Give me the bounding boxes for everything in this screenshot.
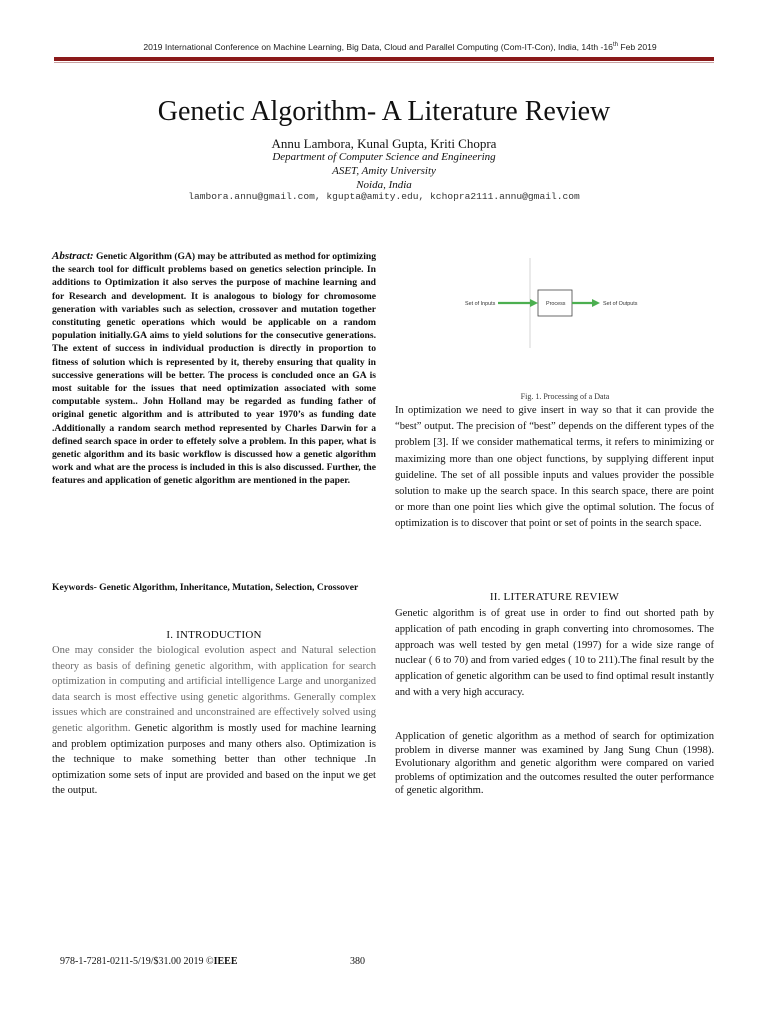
- affiliation-department: Department of Computer Science and Engineering: [272, 151, 496, 163]
- keywords: Keywords- Genetic Algorithm, Inheritance, Mutation, Selection, Crossover: [52, 582, 359, 593]
- output-arrow-head: [592, 299, 600, 307]
- abstract-label: Abstract:: [52, 250, 94, 262]
- ieee-mark: IEEE: [213, 956, 238, 967]
- abstract: [52, 250, 376, 488]
- author-emails: lambora.annu@gmail.com, kgupta@amity.edu, kchopra2111.annu@gmail.com: [188, 191, 580, 202]
- process-label: Process: [546, 301, 566, 307]
- header-rule-thin: [54, 62, 714, 63]
- affiliation-location: Noida, India: [356, 179, 412, 191]
- figure-caption: Fig. 1. Processing of a Data: [520, 392, 610, 401]
- introduction-heading: I. INTRODUCTION: [166, 629, 262, 641]
- introduction-text: [52, 643, 376, 799]
- literature-heading: II. LITERATURE REVIEW: [489, 591, 620, 603]
- literature-paragraph-1: Genetic algorithm is of great use in order to find out shorted path by application of path encoding in graph converting into chromosomes. The approach was well tested by gen metal (1997) for a wide size range of nuclear ( 6 to 70) and from varied edges ( 10 to 211).The final result by the application of genetic algorithm can be used to find optimal result instantly and with a very high accuracy.: [395, 608, 714, 698]
- authors: Annu Lambora, Kunal Gupta, Kriti Chopra: [271, 136, 497, 151]
- optimization-paragraph: In optimization we need to give insert in way so that it can provide the “best” output. The precision of “best” depends on the different types of the problem [3]. If we consider mathematical terms, it refers to minimizing or maximizing more than one object functions, by supplying different input guideline. The set of all possible inputs and values provider the possible solution to make up the search space. In this search space, there are point or more than one point lies which give the optimal solution. The focus of optimization is to discover that point or set of points in the search space.: [395, 405, 714, 530]
- conference-header: 2019 International Conference on Machine Learning, Big Data, Cloud and Parallel Computing (Com-IT-Con), India, 14th -16th Feb 2019: [143, 42, 657, 52]
- header-rule: [54, 57, 714, 61]
- paper-title: Genetic Algorithm- A Literature Review: [157, 96, 611, 127]
- input-label: Set of Inputs: [465, 301, 496, 307]
- output-label: Set of Outputs: [603, 301, 638, 307]
- footer-isbn: 978-1-7281-0211-5/19/$31.00 2019 ©IEEE: [60, 956, 238, 967]
- page-number: 380: [350, 956, 365, 967]
- literature-paragraph-2: Application of genetic algorithm as a method of search for optimization problem in diverse manner was examined by Jang Sung Chun (1998). Evolutionary algorithm and genetic algorithm were compared on varied problems of optimization and the outcomes resulted the outer performance of genetic algorithm.: [395, 731, 714, 797]
- introduction-text-main: Genetic algorithm is mostly used for machine learning and problem optimization purposes and many others also. Optimization is the technique to make something better than other technique .In optimization some sets of input are provided and based on the input we get the output.: [52, 722, 376, 797]
- introduction-text-grey: One may consider the biological evolution aspect and Natural selection theory as basis of defining genetic algorithm, with application for search optimization in computing and artificial intelligence Large and unorganized data search is most effective using genetic algorithms. Generally complex issues which are constrained and unconstrained are effectively solved using genetic algorithm.: [52, 645, 376, 734]
- abstract-text: Genetic Algorithm (GA) may be attributed as method for optimizing the search tool for difficult problems based on genetics selection principle. In additions to Optimization it also serves the purpose of machine learning and for Research and development. It is analogous to biology for chromosome generation with variables such as selection, crossover and mutation together constituting genetic operations which would be applicable on a random population initially.GA aims to yield solutions for the consecutive generations. The extent of success in individual production is directly in proportion to fitness of solution which is represented by it, thereby ensuring that quality in successive generations will be better. The process is concluded once an GA is most suitable for the issues that need optimization associated with some computable system.. John Holland may be regarded as funding father of original genetic algorithm and is attributed to year 1970’s as funding date .Additionally a random search method represented by Charles Darwin for a defined search space in order to effetely solve a problem. In this paper, what is genetic algorithm and its basic workflow is discussed how a genetic algorithm work and what are the process is included in this is also discussed. Further, the features and application of genetic algorithm are mentioned in the paper.: [52, 251, 376, 487]
- process-figure: [460, 258, 650, 348]
- affiliation-university: ASET, Amity University: [332, 165, 436, 177]
- input-arrow-head: [530, 299, 538, 307]
